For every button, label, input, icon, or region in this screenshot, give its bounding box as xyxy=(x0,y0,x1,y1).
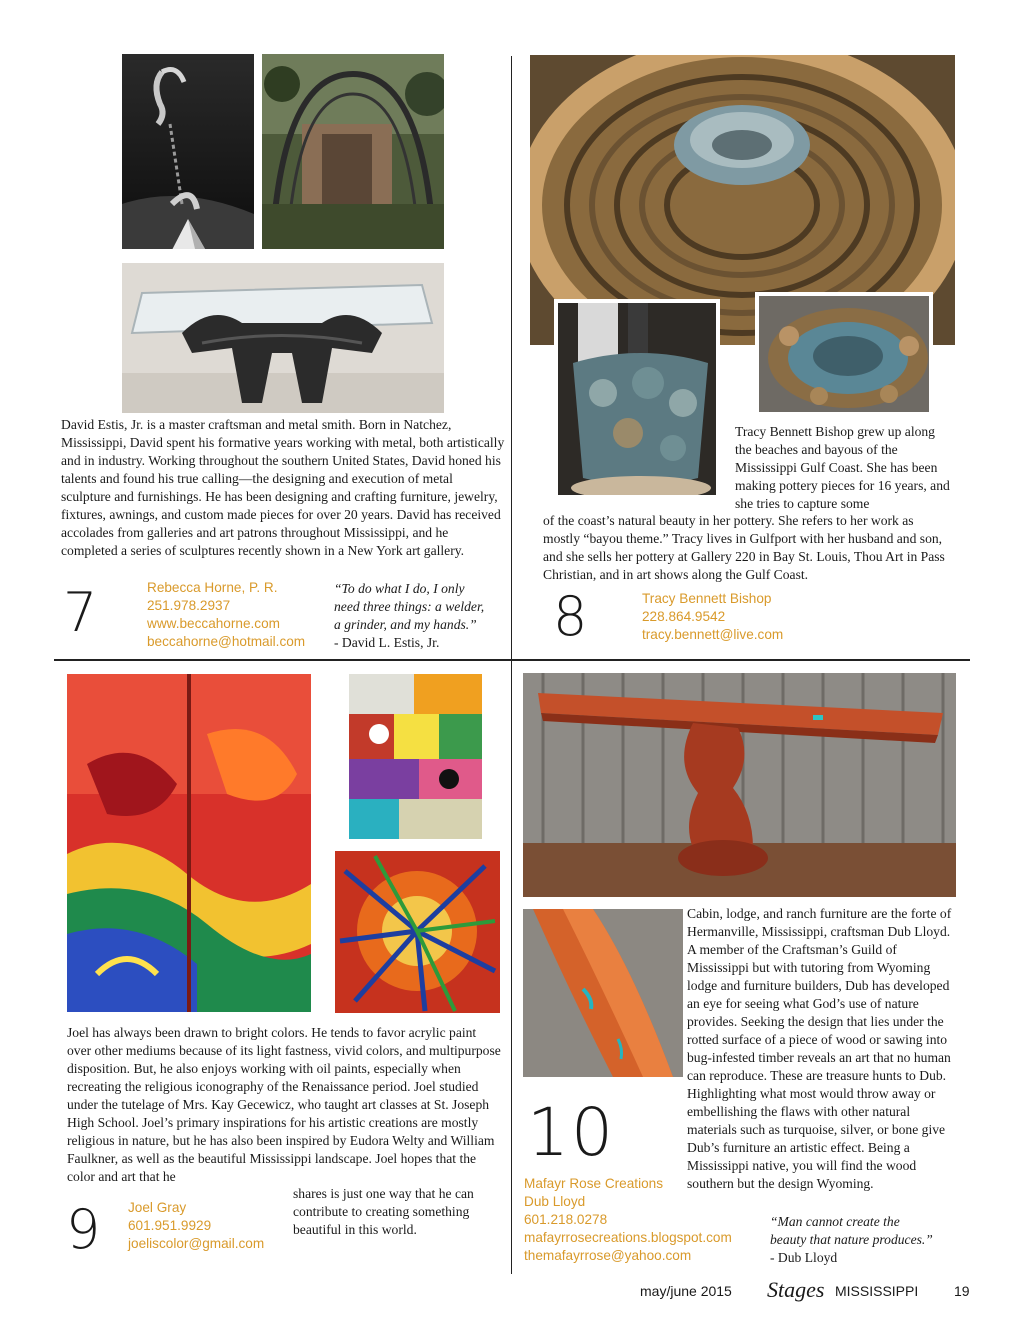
section7-body: David Estis, Jr. is a master craftsman and metal smith. Born in Natchez, Mississippi, David spent his formative years working with metal, both artistically and in industry. Working throughout the southern United States, David honed his talents and found his true calling—the designing and execution of metal sculpture and furnishings. He has been designing and crafting furniture, jewelry, fixtures, awnings, and custom made pieces for over 20 years. David has received accolades from galleries and art patrons throughout Mississippi, and he completed a series of sculptures recently shown in a New York art gallery. xyxy=(61,417,505,558)
section8-contact xyxy=(642,590,783,644)
section10-quote xyxy=(770,1213,933,1267)
contact-website-link[interactable]: www.beccahorne.com xyxy=(147,616,280,631)
section8-number: 8 xyxy=(553,585,588,648)
section9-number: 9 xyxy=(66,1198,101,1261)
section10-body: Cabin, lodge, and ranch furniture are the forte of Hermanville, Mississippi, craftsman Dub Lloyd. A member of the Craftsman’s Guild of Mississippi but with tutoring from Wyoming lodge and furniture builders, Dub has developed an eye for seeing what God’s use of nature provides. Seeking the design that lies under the rotted surface of a piece of wood or sawing into bug-infested timber reveals an art that no human can reproduce. These are treasure hunts to Dub. Highlighting what most would throw away or embellishing the flaws with other natural materials such as turquoise, silver, or bone give Dub’s furniture an artistic effect. Being a Mississippi native, you will find the wood southern but the design Wyoming. xyxy=(687,906,952,1191)
horizontal-divider xyxy=(54,659,970,661)
section10-contact xyxy=(524,1175,732,1265)
contact-name: Rebecca Horne, P. R. xyxy=(147,580,278,595)
quote-line: a grinder, and my hands.” xyxy=(334,617,477,632)
contact-business-name: Mafayr Rose Creations xyxy=(524,1176,664,1191)
contact-email-link[interactable]: tracy.bennett@live.com xyxy=(642,627,784,642)
contact-phone[interactable]: 251.978.2937 xyxy=(147,598,231,613)
quote-line: beauty that nature produces.” xyxy=(770,1232,933,1247)
vertical-divider xyxy=(511,56,512,1274)
contact-name: Dub Lloyd xyxy=(524,1194,586,1209)
collage-painting-photo xyxy=(349,674,482,839)
contact-phone[interactable]: 601.951.9929 xyxy=(128,1218,212,1233)
section7-contact xyxy=(147,579,305,651)
quote-author: - David L. Estis, Jr. xyxy=(334,635,440,650)
quote-author: - Dub Lloyd xyxy=(770,1250,838,1265)
section8-body-narrow: Tracy Bennett Bishop grew up along the beaches and bayous of the Mississippi Gulf Coast. She has been making pottery pieces for 16 years, and she tries to capture some xyxy=(735,424,950,511)
contact-name: Joel Gray xyxy=(128,1200,187,1215)
quote-line: need three things: a welder, xyxy=(334,599,485,614)
abstract-painting-photo xyxy=(67,674,311,1012)
section7-quote xyxy=(334,580,484,652)
contact-phone[interactable]: 228.864.9542 xyxy=(642,609,726,624)
pottery-bowl-photo xyxy=(755,292,933,416)
wood-plank-photo xyxy=(523,909,683,1077)
contact-email-link[interactable]: themafayrrose@yahoo.com xyxy=(524,1248,692,1263)
footer-issue: may/june 2015 xyxy=(640,1283,732,1299)
section9-contact xyxy=(128,1199,264,1253)
footer-brand-logo: Stages xyxy=(767,1277,825,1302)
contact-blog-link[interactable]: mafayrrosecreations.blogspot.com xyxy=(524,1230,732,1245)
section9-body-wide: Joel has always been drawn to bright colors. He tends to favor acrylic paint over other mediums because of its light fastness, vivid colors, and multipurpose disposition. But, he also enjoys working with oil paints, especially when recreating the religious iconography of the Renaissance period. Joel studied under the tutelage of Mrs. Kay Gecewicz, who taught art classes at St. Joseph High School. Joel’s primary inspirations for his artistic creations are mostly religious in nature, but he has also been inspired by Eudora Welty and William Faulkner, as well as the beautiful Mississippi landscape. Joel hopes that the color and art that he xyxy=(67,1025,501,1184)
section9-body-narrow: shares is just one way that he can contribute to creating something beautiful in this world. xyxy=(293,1186,474,1237)
glass-table-photo xyxy=(122,263,444,413)
section8-body-wide: of the coast’s natural beauty in her pottery. She refers to her work as mostly “bayou theme.” Tracy lives in Gulfport with her husband and son, and she sells her pottery at Gallery 220 in Bay St. Louis, Thou Art in Pass Christian, and in art shows along the Gulf Coast. xyxy=(543,513,945,582)
footer-page-number: 19 xyxy=(954,1283,970,1299)
footer-state: MISSISSIPPI xyxy=(835,1283,919,1299)
metal-sculpture-photo xyxy=(122,54,254,249)
section7-number: 7 xyxy=(63,581,98,644)
quote-line: “To do what I do, I only xyxy=(334,581,465,596)
contact-email-link[interactable]: beccahorne@hotmail.com xyxy=(147,634,306,649)
quote-line: “Man cannot create the xyxy=(770,1214,900,1229)
contact-phone[interactable]: 601.218.0278 xyxy=(524,1212,608,1227)
section10-number: 10 xyxy=(527,1094,615,1171)
wood-table-photo xyxy=(523,673,956,897)
burst-painting-photo xyxy=(335,851,500,1013)
pottery-vase-photo xyxy=(554,299,720,499)
contact-name: Tracy Bennett Bishop xyxy=(642,591,772,606)
contact-email-link[interactable]: joeliscolor@gmail.com xyxy=(128,1236,265,1251)
metal-garden-arch-photo xyxy=(262,54,444,249)
